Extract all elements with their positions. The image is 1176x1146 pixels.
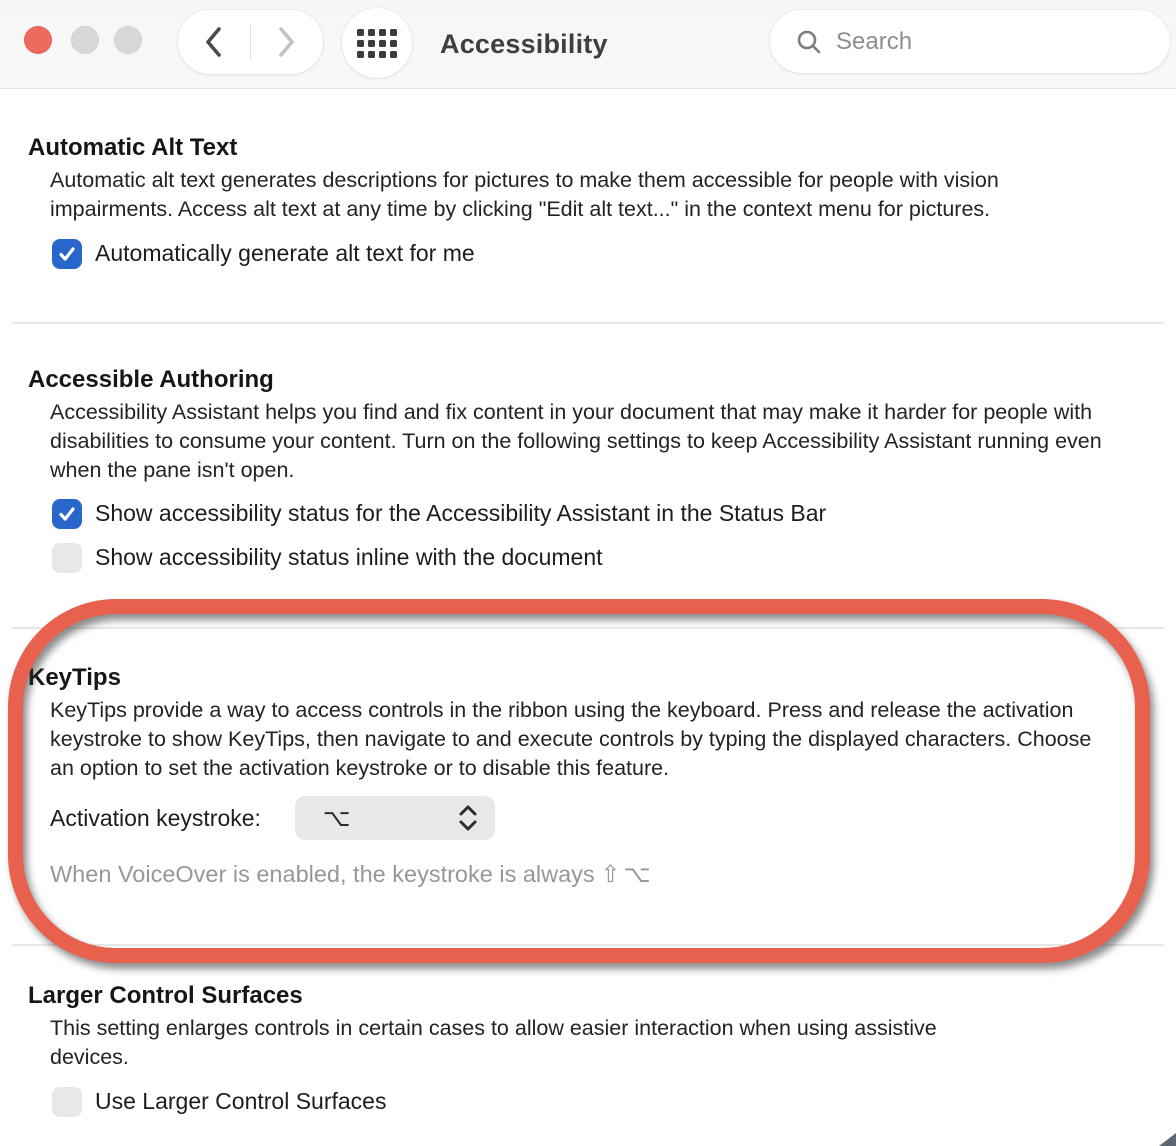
voiceover-hint: When VoiceOver is enabled, the keystroke is always ⇧⌥ — [50, 860, 654, 888]
chevron-right-icon — [274, 25, 298, 59]
section-description: Automatic alt text generates descriptions for pictures to make them accessible for people with vision impairments. Access alt text at any time by clicking "Edit alt text..." in the context menu for pictures. — [50, 168, 999, 221]
activation-keystroke-select[interactable] — [295, 796, 495, 840]
checkbox-label: Automatically generate alt text for me — [95, 240, 475, 266]
checkbox-row — [52, 1086, 386, 1117]
nav-button-group — [178, 10, 323, 74]
checkbox-row — [52, 498, 826, 529]
section-heading-keytips: KeyTips — [28, 664, 121, 691]
section-description: KeyTips provide a way to access controls in the ribbon using the keyboard. Press and release the activation keystroke to show KeyTips, then navigate to and execute controls by typing the displayed characters. Choose an option to set the activation keystroke or to disable this feature. — [50, 698, 1092, 780]
checkbox-status-inline[interactable] — [52, 543, 82, 573]
option-key-symbol: ⌥ — [322, 804, 351, 832]
checkbox-status-bar[interactable] — [52, 499, 82, 529]
nav-divider — [250, 24, 251, 60]
chevron-left-icon — [202, 25, 226, 59]
checkmark-icon — [57, 504, 77, 524]
activation-keystroke-label: Activation keystroke: — [50, 804, 261, 831]
shift-option-symbols: ⇧⌥ — [600, 860, 654, 888]
section-description: This setting enlarges controls in certain cases to allow easier interaction when using assistive devices. — [50, 1016, 937, 1069]
checkbox-row — [52, 542, 603, 573]
checkbox-larger-control-surfaces[interactable] — [52, 1087, 82, 1117]
section-divider — [12, 944, 1164, 946]
section-divider — [12, 322, 1164, 324]
checkbox-label: Show accessibility status inline with the document — [95, 544, 603, 570]
section-heading-larger-control-surfaces: Larger Control Surfaces — [28, 982, 303, 1009]
checkbox-label: Use Larger Control Surfaces — [95, 1088, 387, 1114]
search-field — [770, 10, 1170, 73]
checkbox-generate-alt-text[interactable] — [52, 239, 82, 269]
section-divider — [12, 627, 1164, 629]
section-description: Accessibility Assistant helps you find and fix content in your document that may make it harder for people with disabilities to consume your content. Turn on the following settings to keep Accessibility Assistant running even when the pane isn't open. — [50, 400, 1102, 482]
checkbox-row — [52, 238, 475, 269]
app-grid-icon — [357, 29, 397, 58]
search-icon — [796, 29, 822, 55]
section-heading-automatic-alt-text: Automatic Alt Text — [28, 134, 238, 161]
forward-button[interactable] — [250, 10, 322, 74]
traffic-light-close[interactable] — [24, 26, 52, 54]
page-title: Accessibility — [440, 28, 608, 59]
search-input[interactable] — [836, 28, 1150, 56]
traffic-light-minimize[interactable] — [71, 26, 99, 54]
titlebar — [0, 0, 1176, 89]
stepper-chevrons-icon — [457, 803, 479, 833]
checkbox-label: Show accessibility status for the Accessibility Assistant in the Status Bar — [95, 500, 827, 526]
activation-keystroke-row — [50, 796, 495, 840]
checkmark-icon — [57, 244, 77, 264]
section-heading-accessible-authoring: Accessible Authoring — [28, 366, 274, 393]
cursor-arrow-tip — [1159, 1133, 1176, 1146]
traffic-light-zoom[interactable] — [114, 26, 142, 54]
app-grid-button[interactable] — [342, 8, 412, 78]
back-button[interactable] — [178, 10, 250, 74]
